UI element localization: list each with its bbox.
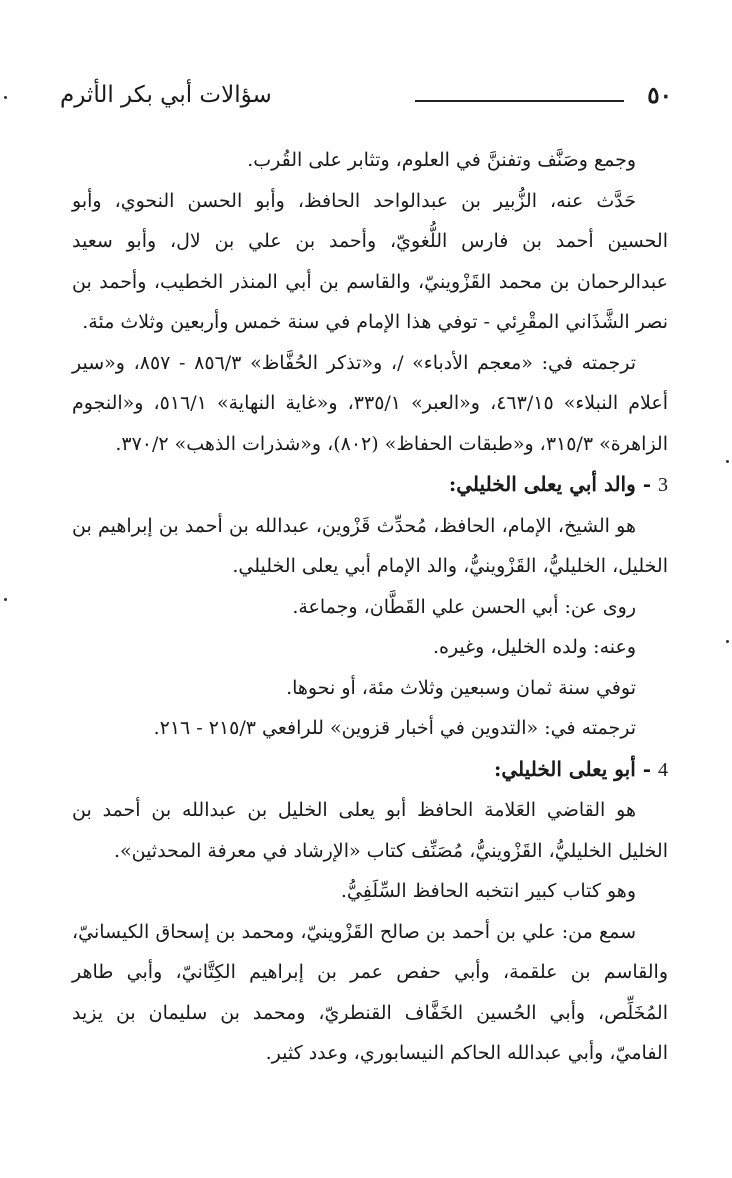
page-header — [60, 82, 672, 116]
paragraph-5: هو الشيخ، الإمام، الحافظ، مُحدِّث قَزْوين، عبدالله بن أحمد بن إبراهيم بن الخليل، الخليليُّ، القَزْوينيُّ، والد الإمام أبي يعلى الخليلي. — [72, 514, 668, 577]
running-title: سؤالات أبي بكر الأثرم — [60, 82, 272, 108]
scan-speck — [726, 640, 729, 643]
paragraph-12: وهو كتاب كبير انتخبه الحافظ السِّلَفِيُّ. — [340, 880, 636, 902]
header-rule — [415, 100, 624, 102]
paragraph-7: وعنه: ولده الخليل، وغيره. — [432, 636, 636, 658]
section-number: 3 — [658, 474, 668, 496]
paragraph-9: ترجمته في: «التدوين في أخبار قزوين» للرافعي ٢١٥/٣ - ٢١٦. — [153, 717, 636, 739]
paragraph-13: سمع من: علي بن أحمد بن صالح القَزْوينيّ، ومحمد بن إسحاق الكيسانيّ، والقاسم بن علقمة، وأبي حفص عمر بن إبراهيم الكِتَّانيّ، وأبي طاهر المُخَلِّص، وأبي الحُسين الخَفَّاف القنطريّ، ومحمد بن سليمان بن يزيد الفاميّ، وأبي عبدالله الحاكم النيسابوري، وعدد كثير. — [72, 920, 668, 1064]
section-heading-4 — [72, 749, 668, 791]
paragraph-8: توفي سنة ثمان وسبعين وثلاث مئة، أو نحوها. — [286, 676, 636, 699]
section-title: - والد أبي يعلى الخليلي: — [448, 472, 652, 496]
paragraph-1: وجمع وصَنَّف وتفننَّ في العلوم، وتثابر على القُرب. — [247, 149, 636, 171]
paragraph-2: حَدَّث عنه، الزُّبير بن عبدالواحد الحافظ، وأبو الحسن النحوي، وأبو الحسين أحمد بن فارس اللُّغويّ، وأحمد بن علي بن لال، وأبو سعيد عبدالرحمان بن محمد القَزْوينيّ، والقاسم بن أبي المنذر الخطيب، وأحمد بن نصر الشَّذَاني المقْرِئي - توفي هذا الإمام في سنة خمس وأربعين وثلاث مئة. — [72, 189, 668, 333]
section-number: 4 — [658, 758, 668, 781]
scan-speck — [726, 460, 729, 463]
paragraph-6: روى عن: أبي الحسن علي القَطَّان، وجماعة. — [292, 595, 636, 618]
scan-speck — [4, 96, 7, 99]
body-text — [72, 140, 668, 1074]
section-heading-3 — [72, 464, 668, 506]
paragraph-3: ترجمته في: «معجم الأدباء» /، و«تذكر الحُفَّاظ» ٨٥٦/٣ - ٨٥٧، و«سير أعلام النبلاء» ٤٦٣/١٥، و«العبر» ٣٣٥/١، و«غاية النهاية» ٥١٦/١، و«النجوم الزاهرة» ٣١٥/٣، و«طبقات الحفاظ» (٨٠٢)، و«شذرات الذهب» ٣٧٠/٢. — [72, 351, 668, 455]
scan-speck — [4, 598, 7, 601]
page-number: ٥٠ — [647, 82, 672, 109]
section-title: - أبو يعلى الخليلي: — [493, 756, 652, 781]
paragraph-11: هو القاضي العَلامة الحافظ أبو يعلى الخليل بن عبدالله بن أحمد بن الخليل الخليليُّ، القَزْوينيُّ، مُصَنِّف كتاب «الإرشاد في معرفة المحدثين». — [72, 799, 668, 862]
